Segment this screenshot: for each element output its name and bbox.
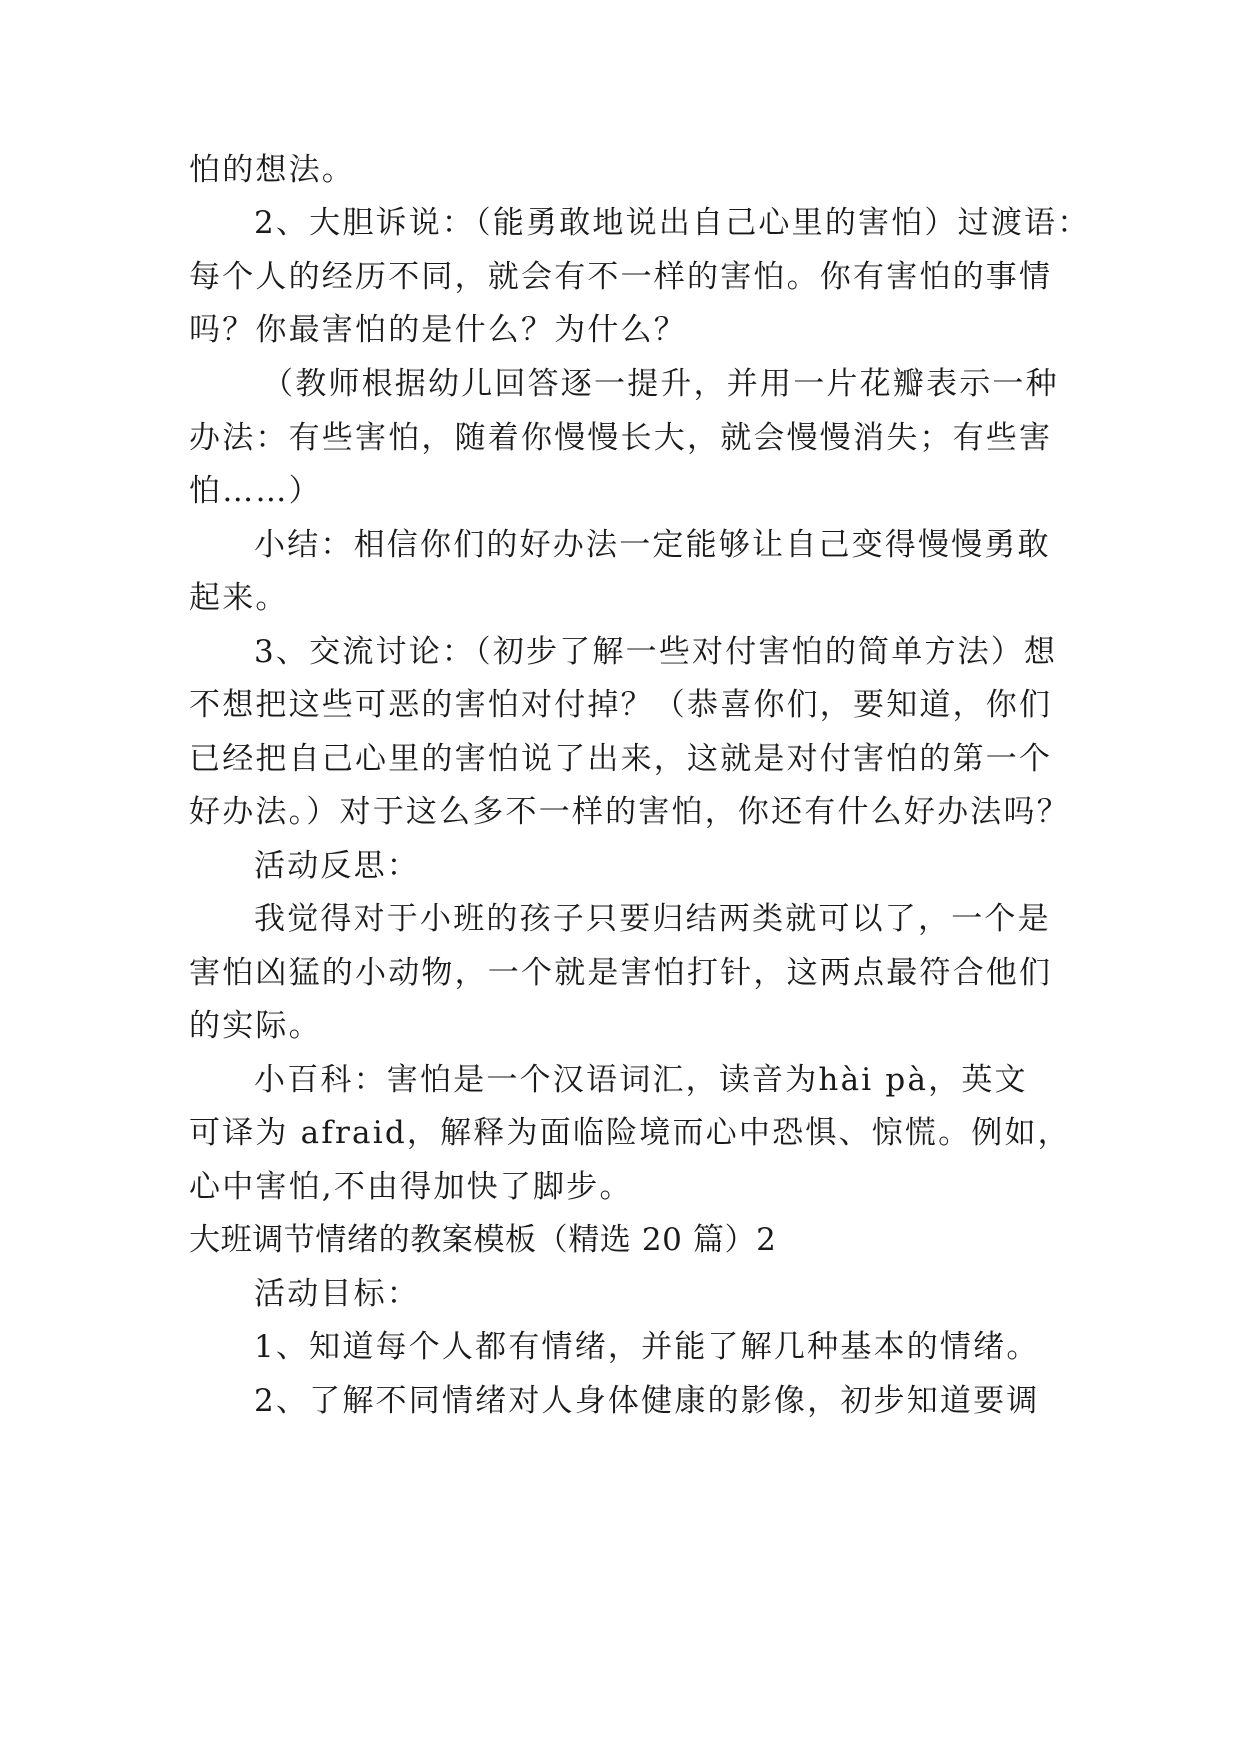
text-line: 我觉得对于小班的孩子只要归结两类就可以了，一个是 bbox=[254, 901, 1051, 937]
text-line: 好办法。）对于这么多不一样的害怕，你还有什么好办法吗？ bbox=[189, 794, 1070, 830]
document-title: 大班调节情绪的教案模板（精选 20 篇）2 bbox=[189, 1222, 777, 1258]
text-line: 小百科：害怕是一个汉语词汇，读音为hài pà，英文 bbox=[254, 1062, 1028, 1098]
text-line: 的实际。 bbox=[189, 1008, 322, 1044]
text-line: 心中害怕,不由得加快了脚步。 bbox=[189, 1169, 633, 1205]
text-line: 办法：有些害怕，随着你慢慢长大，就会慢慢消失；有些害 bbox=[189, 420, 1053, 456]
text-line: 不想把这些可恶的害怕对付掉？（恭喜你们，要知道，你们 bbox=[189, 687, 1053, 723]
text-line: 3、交流讨论：（初步了解一些对付害怕的简单方法）想 bbox=[254, 634, 1058, 670]
text-line: 已经把自己心里的害怕说了出来，这就是对付害怕的第一个 bbox=[189, 741, 1053, 777]
section-heading: 活动目标： bbox=[254, 1276, 420, 1312]
text-line: 害怕凶猛的小动物，一个就是害怕打针，这两点最符合他们 bbox=[189, 955, 1053, 991]
text-line: 2、大胆诉说：（能勇敢地说出自己心里的害怕）过渡语： bbox=[254, 205, 1091, 241]
text-line: 起来。 bbox=[189, 580, 289, 616]
text-line: 1、知道每个人都有情绪，并能了解几种基本的情绪。 bbox=[254, 1329, 1040, 1365]
text-line: 2、了解不同情绪对人身体健康的影像，初步知道要调 bbox=[254, 1383, 1040, 1419]
section-heading: 活动反思： bbox=[254, 848, 420, 884]
text-line: 怕……） bbox=[189, 473, 322, 509]
text-line: （教师根据幼儿回答逐一提升，并用一片花瓣表示一种 bbox=[262, 366, 1059, 402]
text-line: 可译为 afraid，解释为面临险境而心中恐惧、惊慌。例如， bbox=[189, 1115, 1071, 1151]
text-line: 怕的想法。 bbox=[189, 152, 355, 188]
text-line: 吗？你最害怕的是什么？为什么？ bbox=[189, 312, 687, 348]
text-line: 每个人的经历不同，就会有不一样的害怕。你有害怕的事情 bbox=[189, 259, 1053, 295]
text-line: 小结：相信你们的好办法一定能够让自己变得慢慢勇敢 bbox=[254, 527, 1051, 563]
